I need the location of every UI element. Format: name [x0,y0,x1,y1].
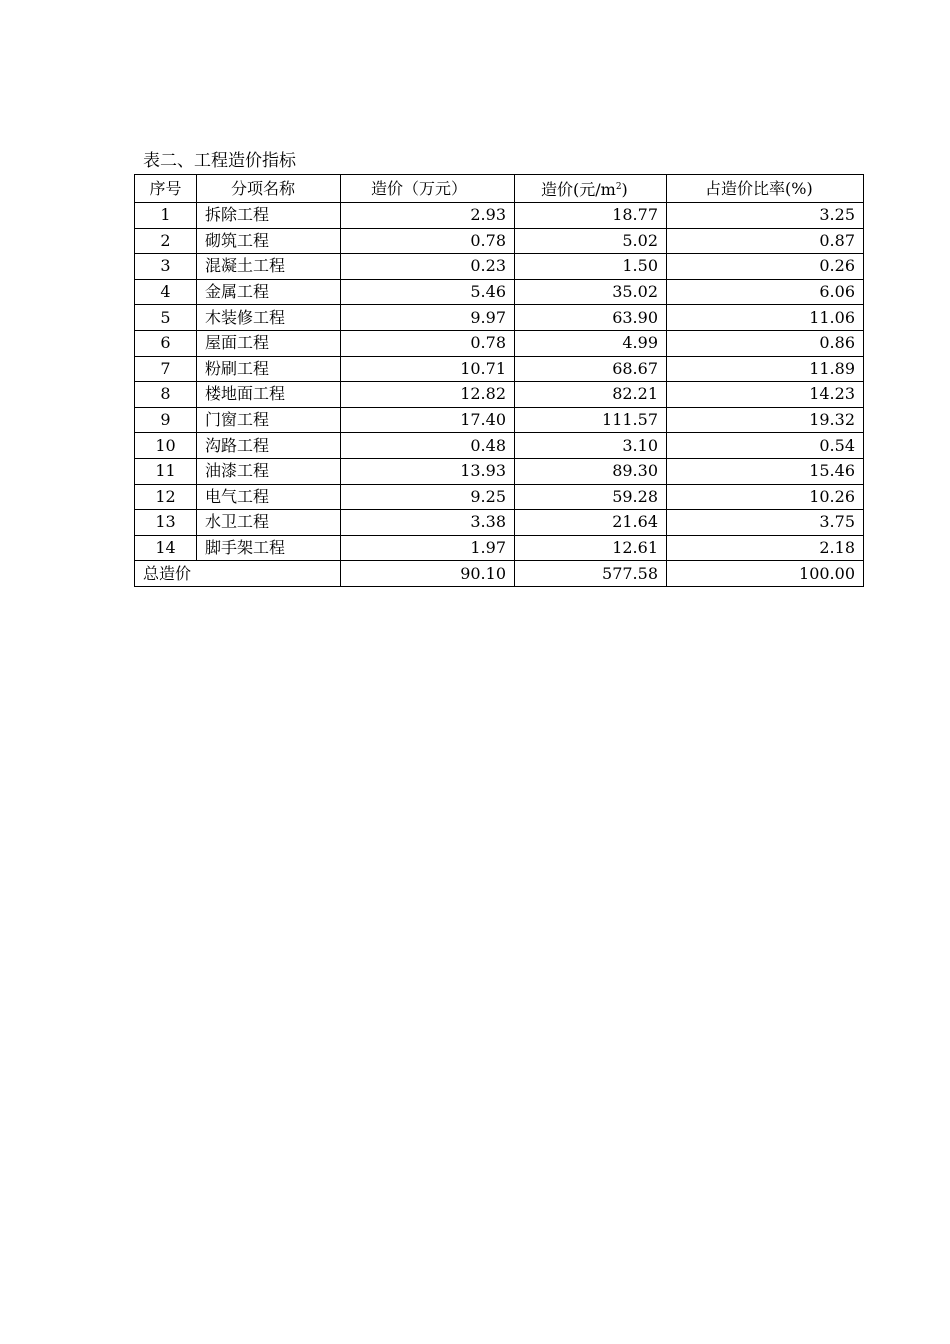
row-seq: 6 [135,330,197,356]
total-row [135,561,864,587]
row-cost-ratio: 0.87 [667,228,864,254]
row-cost-ratio: 3.75 [667,510,864,536]
row-cost-ratio: 0.54 [667,433,864,459]
row-cost-per-m2: 5.02 [515,228,667,254]
row-cost-ratio: 11.06 [667,305,864,331]
table-row [135,382,864,408]
row-seq: 14 [135,535,197,561]
row-cost-ratio: 6.06 [667,279,864,305]
row-cost-wan: 5.46 [341,279,515,305]
row-item-name: 水卫工程 [197,510,341,536]
row-cost-per-m2: 18.77 [515,203,667,229]
row-cost-per-m2: 1.50 [515,254,667,280]
row-cost-per-m2: 35.02 [515,279,667,305]
row-cost-per-m2: 68.67 [515,356,667,382]
row-cost-wan: 17.40 [341,407,515,433]
table-row [135,330,864,356]
row-seq: 1 [135,203,197,229]
row-seq: 2 [135,228,197,254]
row-seq: 9 [135,407,197,433]
row-seq: 13 [135,510,197,536]
total-cost-ratio: 100.00 [667,561,864,587]
table-row [135,254,864,280]
table-caption: 表二、工程造价指标 [143,151,296,171]
header-cost-per-m2-suffix: ) [621,180,628,199]
total-cost-per-m2: 577.58 [515,561,667,587]
row-item-name: 楼地面工程 [197,382,341,408]
header-seq: 序号 [135,175,197,203]
table-row [135,305,864,331]
row-cost-ratio: 11.89 [667,356,864,382]
row-cost-per-m2: 21.64 [515,510,667,536]
row-cost-ratio: 15.46 [667,458,864,484]
row-cost-ratio: 10.26 [667,484,864,510]
row-item-name: 木装修工程 [197,305,341,331]
row-cost-ratio: 2.18 [667,535,864,561]
row-item-name: 沟路工程 [197,433,341,459]
header-row [135,175,864,203]
row-item-name: 砌筑工程 [197,228,341,254]
header-cost-per-m2-prefix: 造价(元/m [541,180,616,199]
cost-index-table [134,174,864,587]
row-seq: 11 [135,458,197,484]
header-item-name: 分项名称 [197,175,341,203]
table-row [135,510,864,536]
row-item-name: 屋面工程 [197,330,341,356]
row-cost-wan: 0.48 [341,433,515,459]
row-cost-per-m2: 59.28 [515,484,667,510]
table-body [135,175,864,587]
table-row [135,228,864,254]
row-cost-per-m2: 4.99 [515,330,667,356]
row-cost-per-m2: 82.21 [515,382,667,408]
header-cost-per-m2-sup: 2 [615,182,622,192]
header-cost-ratio: 占造价比率(%) [667,175,864,203]
table-row [135,458,864,484]
row-cost-per-m2: 63.90 [515,305,667,331]
row-cost-wan: 12.82 [341,382,515,408]
row-item-name: 粉刷工程 [197,356,341,382]
row-item-name: 油漆工程 [197,458,341,484]
row-cost-ratio: 3.25 [667,203,864,229]
row-cost-wan: 0.78 [341,228,515,254]
row-seq: 5 [135,305,197,331]
row-seq: 10 [135,433,197,459]
row-item-name: 金属工程 [197,279,341,305]
row-cost-wan: 10.71 [341,356,515,382]
table-row [135,433,864,459]
row-cost-wan: 0.78 [341,330,515,356]
table-row [135,279,864,305]
row-seq: 12 [135,484,197,510]
row-cost-ratio: 0.86 [667,330,864,356]
table-row [135,356,864,382]
row-cost-per-m2: 111.57 [515,407,667,433]
table-row [135,484,864,510]
row-cost-wan: 3.38 [341,510,515,536]
row-item-name: 电气工程 [197,484,341,510]
row-cost-wan: 2.93 [341,203,515,229]
row-seq: 8 [135,382,197,408]
row-cost-per-m2: 3.10 [515,433,667,459]
total-label: 总造价 [135,561,341,587]
header-cost-per-m2 [515,175,667,203]
table-row [135,535,864,561]
row-seq: 7 [135,356,197,382]
row-cost-ratio: 0.26 [667,254,864,280]
header-cost-wan: 造价（万元） [341,175,515,203]
row-cost-wan: 1.97 [341,535,515,561]
row-seq: 4 [135,279,197,305]
row-cost-wan: 9.25 [341,484,515,510]
row-cost-wan: 9.97 [341,305,515,331]
total-cost-wan: 90.10 [341,561,515,587]
row-cost-wan: 13.93 [341,458,515,484]
row-cost-wan: 0.23 [341,254,515,280]
row-item-name: 门窗工程 [197,407,341,433]
row-cost-ratio: 14.23 [667,382,864,408]
row-item-name: 拆除工程 [197,203,341,229]
table-row [135,407,864,433]
row-item-name: 脚手架工程 [197,535,341,561]
table-row [135,203,864,229]
row-item-name: 混凝土工程 [197,254,341,280]
row-cost-ratio: 19.32 [667,407,864,433]
row-cost-per-m2: 89.30 [515,458,667,484]
row-seq: 3 [135,254,197,280]
row-cost-per-m2: 12.61 [515,535,667,561]
